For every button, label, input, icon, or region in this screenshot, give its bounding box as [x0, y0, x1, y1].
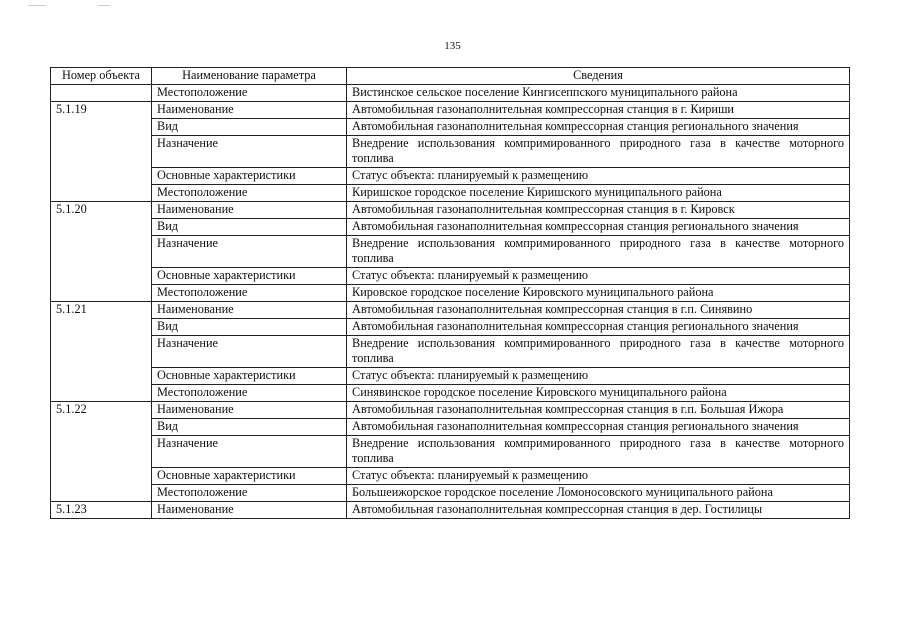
table-row: [51, 219, 850, 236]
parameter-name-cell: Назначение: [152, 336, 347, 368]
page-number: 135: [444, 40, 461, 52]
parameter-name-cell: Местоположение: [152, 485, 347, 502]
table-row: [51, 168, 850, 185]
parameter-name-cell: Местоположение: [152, 285, 347, 302]
object-number-cell: 5.1.19: [51, 102, 152, 202]
parameter-name-cell: Наименование: [152, 202, 347, 219]
table-row: [51, 436, 850, 468]
details-cell: Статус объекта: планируемый к размещению: [347, 168, 850, 185]
details-cell: Кировское городское поселение Кировского муниципального района: [347, 285, 850, 302]
details-cell: Внедрение использования компримированного природного газа в качестве моторного топлива: [347, 136, 850, 168]
table-row: [51, 119, 850, 136]
table-row: [51, 502, 850, 519]
parameter-name-cell: Наименование: [152, 402, 347, 419]
parameter-name-cell: Местоположение: [152, 185, 347, 202]
parameter-name-cell: Назначение: [152, 236, 347, 268]
parameter-name-cell: Местоположение: [152, 385, 347, 402]
table-row: [51, 468, 850, 485]
details-cell: Автомобильная газонаполнительная компрессорная станция регионального значения: [347, 419, 850, 436]
parameter-name-cell: Основные характеристики: [152, 368, 347, 385]
parameter-name-cell: Местоположение: [152, 85, 347, 102]
details-cell: Автомобильная газонаполнительная компрессорная станция регионального значения: [347, 319, 850, 336]
details-cell: Автомобильная газонаполнительная компрессорная станция в г.п. Синявино: [347, 302, 850, 319]
table-row: [51, 336, 850, 368]
object-number-cell: 5.1.22: [51, 402, 152, 502]
parameter-name-cell: Назначение: [152, 136, 347, 168]
scan-artifact-line: [28, 5, 46, 6]
table-header-row: [51, 68, 850, 85]
details-cell: Синявинское городское поселение Кировского муниципального района: [347, 385, 850, 402]
column-header-object-number: Номер объекта: [51, 68, 152, 85]
parameter-name-cell: Вид: [152, 319, 347, 336]
details-cell: Автомобильная газонаполнительная компрессорная станция регионального значения: [347, 119, 850, 136]
details-cell: Автомобильная газонаполнительная компрессорная станция в г.п. Большая Ижора: [347, 402, 850, 419]
details-cell: Большеижорское городское поселение Ломоносовского муниципального района: [347, 485, 850, 502]
details-cell: Статус объекта: планируемый к размещению: [347, 368, 850, 385]
parameter-name-cell: Вид: [152, 119, 347, 136]
details-cell: Внедрение использования компримированного природного газа в качестве моторного топлива: [347, 236, 850, 268]
table-row: [51, 268, 850, 285]
table-row: [51, 236, 850, 268]
details-cell: Вистинское сельское поселение Кингисеппского муниципального района: [347, 85, 850, 102]
objects-table: [50, 67, 850, 519]
parameter-name-cell: Вид: [152, 219, 347, 236]
parameter-name-cell: Вид: [152, 419, 347, 436]
parameter-name-cell: Основные характеристики: [152, 168, 347, 185]
table-row: [51, 85, 850, 102]
object-number-cell: 5.1.23: [51, 502, 152, 519]
details-cell: Автомобильная газонаполнительная компрессорная станция в г. Кировск: [347, 202, 850, 219]
details-cell: Киришское городское поселение Киришского муниципального района: [347, 185, 850, 202]
table-row: [51, 136, 850, 168]
table-row: [51, 319, 850, 336]
parameter-name-cell: Основные характеристики: [152, 268, 347, 285]
parameter-name-cell: Наименование: [152, 302, 347, 319]
parameter-name-cell: Наименование: [152, 102, 347, 119]
table-body: [51, 85, 850, 519]
table-row: [51, 102, 850, 119]
object-number-cell: [51, 85, 152, 102]
scan-artifact-line: [98, 5, 110, 6]
object-number-cell: 5.1.21: [51, 302, 152, 402]
column-header-parameter-name: Наименование параметра: [152, 68, 347, 85]
table-row: [51, 402, 850, 419]
table-row: [51, 302, 850, 319]
parameter-name-cell: Наименование: [152, 502, 347, 519]
table-row: [51, 485, 850, 502]
table-row: [51, 202, 850, 219]
details-cell: Автомобильная газонаполнительная компрессорная станция в дер. Гостилицы: [347, 502, 850, 519]
table-row: [51, 185, 850, 202]
table-row: [51, 368, 850, 385]
table-row: [51, 419, 850, 436]
details-cell: Внедрение использования компримированного природного газа в качестве моторного топлива: [347, 436, 850, 468]
column-header-details: Сведения: [347, 68, 850, 85]
details-cell: Статус объекта: планируемый к размещению: [347, 268, 850, 285]
parameter-name-cell: Назначение: [152, 436, 347, 468]
details-cell: Автомобильная газонаполнительная компрессорная станция в г. Кириши: [347, 102, 850, 119]
details-cell: Внедрение использования компримированного природного газа в качестве моторного топлива: [347, 336, 850, 368]
parameter-name-cell: Основные характеристики: [152, 468, 347, 485]
table-row: [51, 385, 850, 402]
object-number-cell: 5.1.20: [51, 202, 152, 302]
table-row: [51, 285, 850, 302]
details-cell: Статус объекта: планируемый к размещению: [347, 468, 850, 485]
details-cell: Автомобильная газонаполнительная компрессорная станция регионального значения: [347, 219, 850, 236]
